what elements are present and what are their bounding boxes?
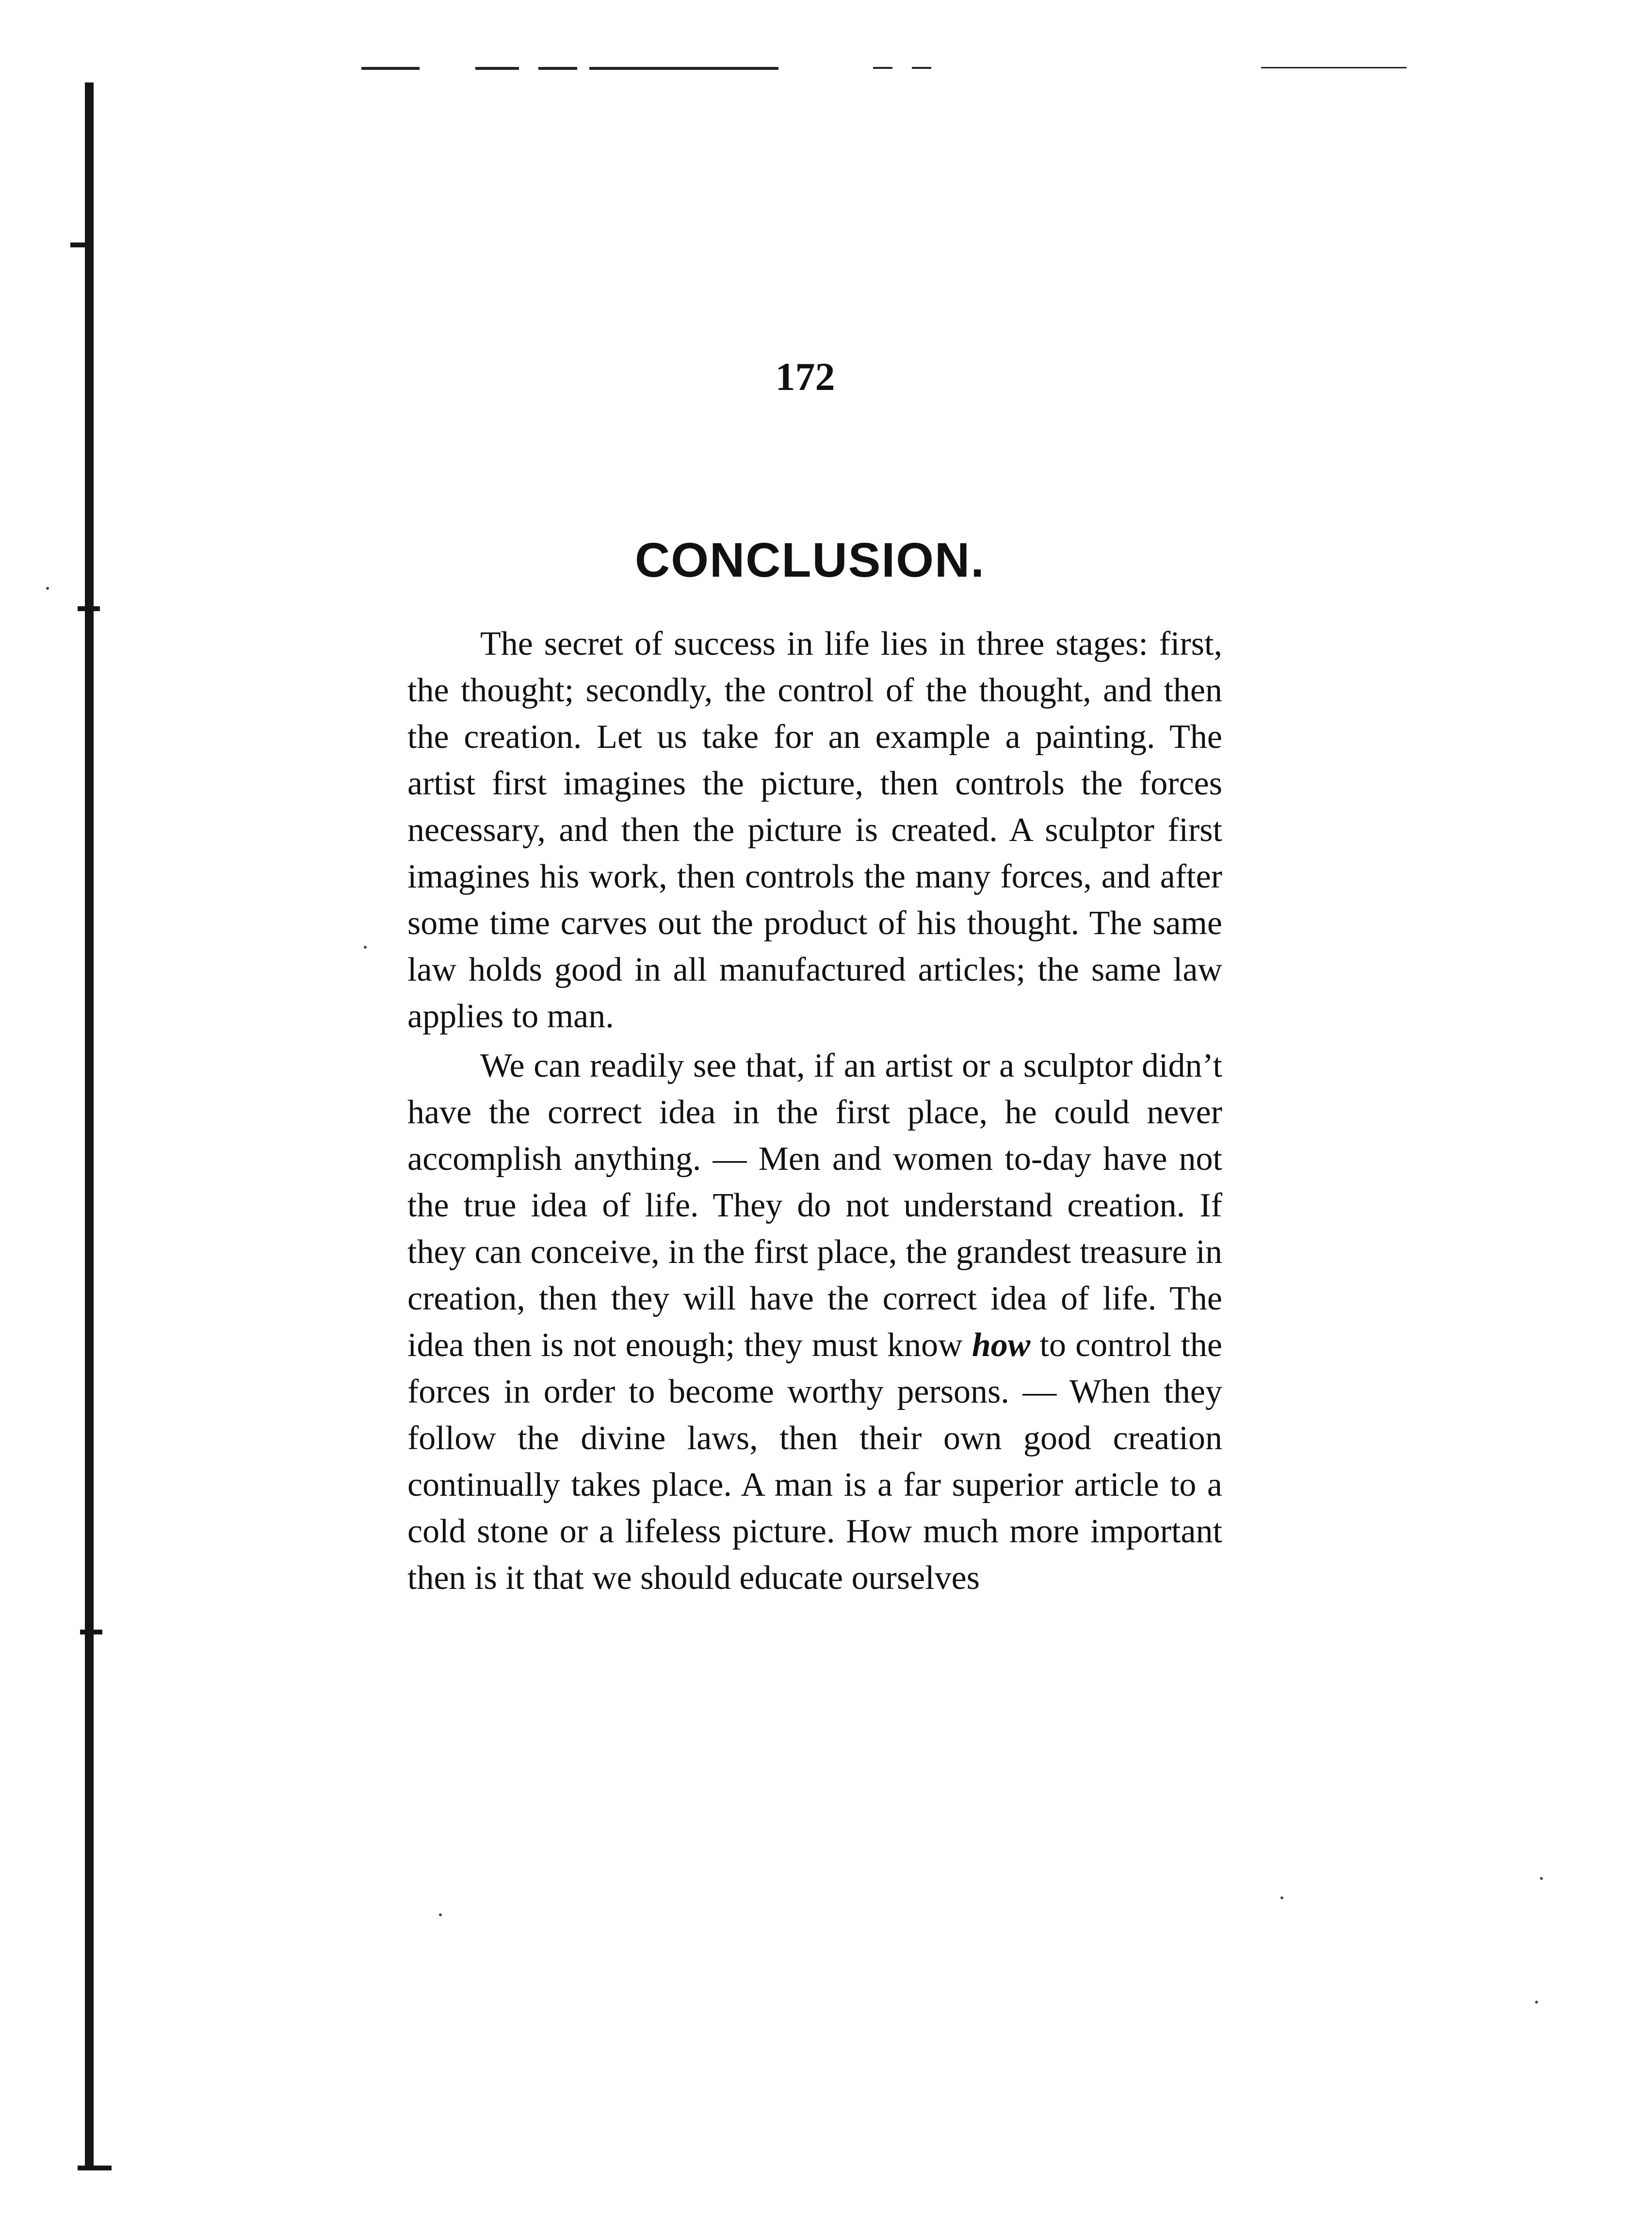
top-rule-segment [912,67,931,69]
body-text [407,621,1222,1601]
top-rule-segment [1261,67,1407,68]
paragraph: The secret of success in life lies in three stages: first, the thought; secondly, the control of the thought, and then the creation. Let us take for an example a painting. The artist first imagines the picture, then controls the forces necessary, and then the picture is created. A sculptor first imagines his work, then controls the many forces, and after some time carves out the product of his thought. The same law holds good in all manufactured articles; the same law applies to man. [407,625,1222,1035]
top-rule-segment [475,67,519,70]
binding-edge [85,82,94,2170]
emphasized-word: how [972,1326,1031,1364]
scan-speck [1535,2001,1538,2004]
scan-speck [364,946,367,949]
binding-mark [80,1630,102,1634]
scan-speck [1280,1896,1283,1899]
scan-speck [1540,1877,1543,1880]
top-rule-segment [361,67,420,70]
top-rule-segment [873,67,892,69]
top-rule-segment [589,67,778,70]
chapter-title: CONCLUSION. [635,533,985,587]
top-rule-segment [538,67,577,70]
scan-speck [46,587,49,590]
paragraph-text: to control the forces in order to become worthy persons. — When they follow the divine laws, then their own good creation continually takes place. A man is a far superior article to a cold stone or a lifeless picture. How much more important then is it that we should educate ourselves [407,1326,1222,1597]
binding-mark [78,606,100,611]
paragraph-text: We can readily see that, if an artist or a sculptor didn’t have the correct idea in the first place, he could never accomplish anything. — Men and women to-day have not the true idea of life. They do not understand creation. If they can conceive, in the first place, the grandest treasure in creation, then they will have the correct idea of life. The idea then is not enough; they must know [407,1047,1222,1364]
binding-mark [70,243,93,247]
page-number: 172 [775,355,835,399]
scan-speck [439,1913,442,1916]
paragraph [407,1043,1222,1601]
binding-mark [78,2166,112,2170]
